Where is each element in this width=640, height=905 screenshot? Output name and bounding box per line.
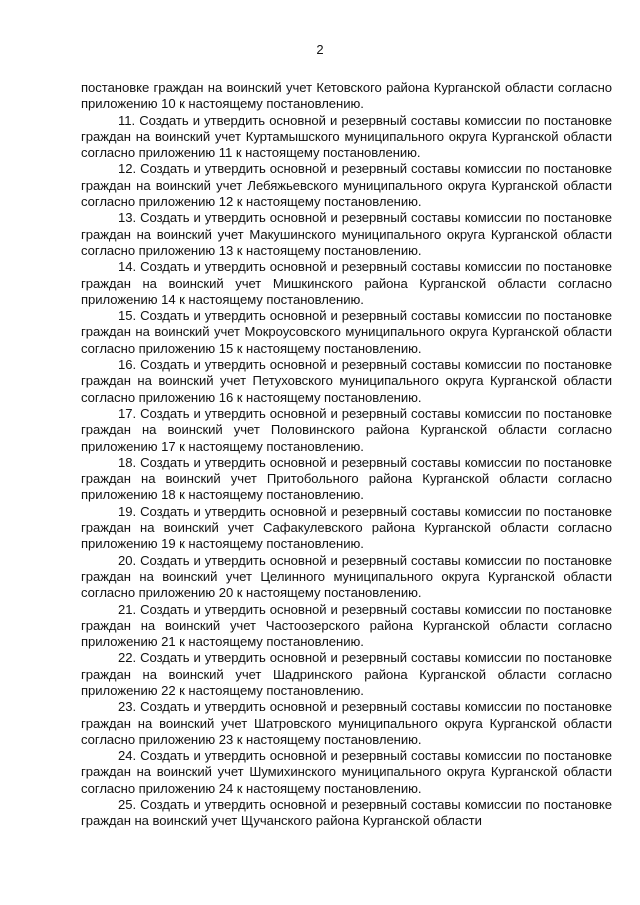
- list-item-15: 15. Создать и утвердить основной и резервный составы комиссии по постановке граждан на воинский учет Мокроусовского муниципального округа Курганской области согласно приложению 15 к настоящему постановлению.: [81, 308, 612, 356]
- list-item-21: 21. Создать и утвердить основной и резервный составы комиссии по постановке граждан на воинский учет Частоозерского района Курганской области согласно приложению 21 к настоящему постановлению.: [81, 601, 612, 650]
- list-item-11: 11. Создать и утвердить основной и резервный составы комиссии по постановке граждан на воинский учет Куртамышского муниципального округа Курганской области согласно приложению 11 к настоящему постановлению.: [81, 112, 612, 161]
- list-item-17: 17. Создать и утвердить основной и резервный составы комиссии по постановке граждан на воинский учет Половинского района Курганской области согласно приложению 17 к настоящему постановлению.: [81, 405, 612, 454]
- list-item-19: 19. Создать и утвердить основной и резервный составы комиссии по постановке граждан на воинский учет Сафакулевского района Курганской области согласно приложению 19 к настоящему постановлению.: [81, 503, 612, 552]
- list-item-25: 25. Создать и утвердить основной и резервный составы комиссии по постановке граждан на воинский учет Щучанского района Курганской области: [81, 797, 612, 829]
- list-item-18: 18. Создать и утвердить основной и резервный составы комиссии по постановке граждан на воинский учет Притобольного района Курганской области согласно приложению 18 к настоящему постановлению.: [81, 454, 612, 503]
- list-item-13: 13. Создать и утвердить основной и резервный составы комиссии по постановке граждан на воинский учет Макушинского муниципального округа Курганской области согласно приложению 13 к настоящему постановлению.: [81, 210, 612, 258]
- list-item-20: 20. Создать и утвердить основной и резервный составы комиссии по постановке граждан на воинский учет Целинного муниципального округа Курганской области согласно приложению 20 к настоящему постановлению.: [81, 552, 612, 601]
- list-item-14: 14. Создать и утвердить основной и резервный составы комиссии по постановке граждан на воинский учет Мишкинского района Курганской области согласно приложению 14 к настоящему постановлению.: [81, 259, 612, 307]
- list-item-23: 23. Создать и утвердить основной и резервный составы комиссии по постановке граждан на воинский учет Шатровского муниципального округа Курганской области согласно приложению 23 к настоящему постановлению.: [81, 699, 612, 747]
- list-item-16: 16. Создать и утвердить основной и резервный составы комиссии по постановке граждан на воинский учет Петуховского муниципального округа Курганской области согласно приложению 16 к настоящему постановлению.: [81, 357, 612, 405]
- intro-paragraph: постановке граждан на воинский учет Кетовского района Курганской области согласно приложению 10 к настоящему постановлению.: [81, 80, 612, 112]
- list-item-12: 12. Создать и утвердить основной и резервный составы комиссии по постановке граждан на воинский учет Лебяжьевского муниципального округа Курганской области согласно приложению 12 к настоящему постановлению.: [81, 161, 612, 210]
- list-item-22: 22. Создать и утвердить основной и резервный составы комиссии по постановке граждан на воинский учет Шадринского района Курганской области согласно приложению 22 к настоящему постановлению.: [81, 650, 612, 698]
- document-body: [81, 80, 612, 830]
- page-number: 2: [316, 42, 324, 57]
- list-item-24: 24. Создать и утвердить основной и резервный составы комиссии по постановке граждан на воинский учет Шумихинского муниципального округа Курганской области согласно приложению 24 к настоящему постановлению.: [81, 748, 612, 796]
